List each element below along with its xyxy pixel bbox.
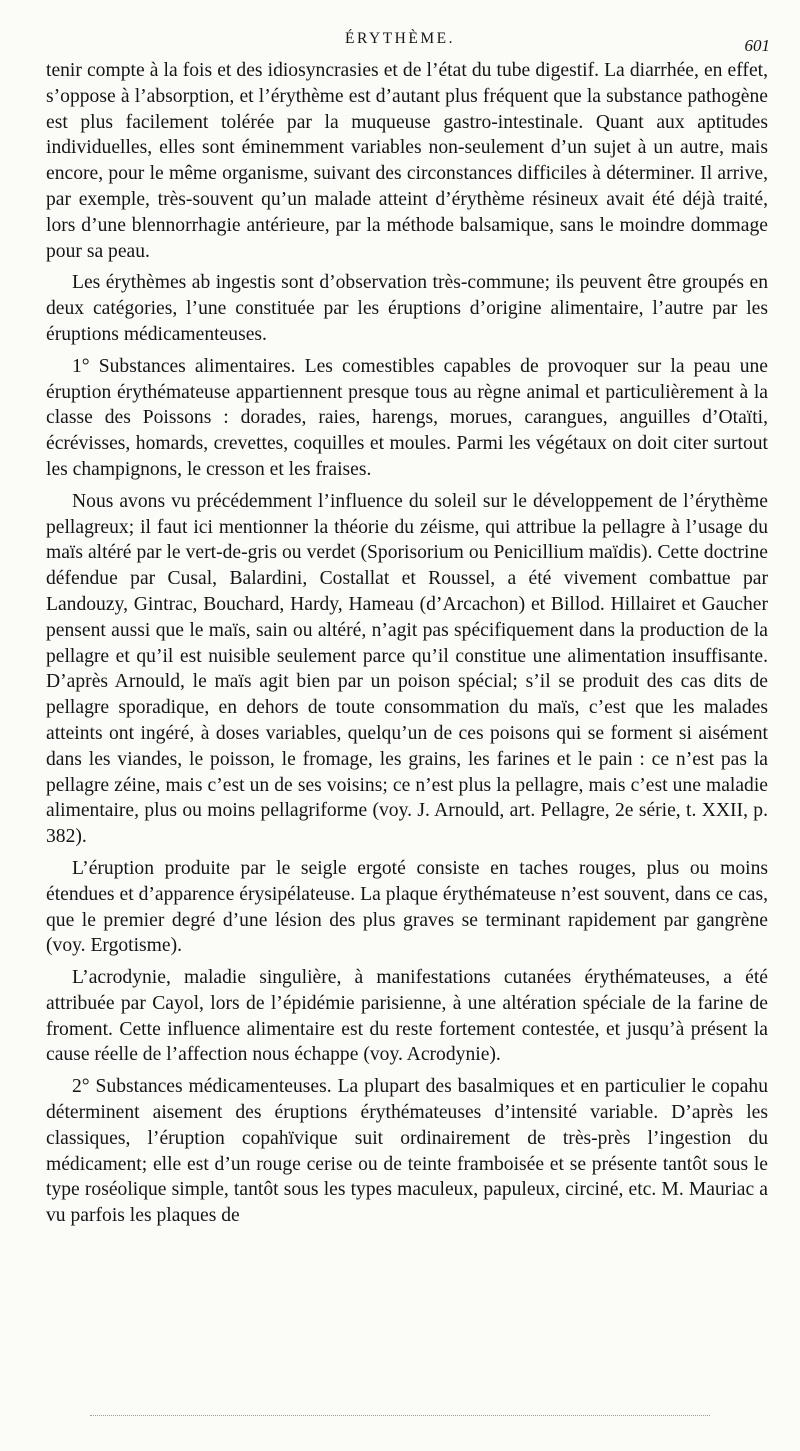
paragraph: tenir compte à la fois et des idiosyncrasies et de l’état du tube digestif. La diarrhée, en effet, s’oppose à l’absorption, et l’érythème est d’autant plus fréquent que la substance pathogène est plus facilement tolérée par la muqueuse gastro-intestinale. Quant aux aptitudes individuelles, elles sont éminemment variables non-seulement d’un sujet à un autre, mais encore, pour le même organisme, suivant des circonstances difficiles à déterminer. Il arrive, par exemple, très-souvent qu’un malade atteint d’érythème résineux avait été déjà traité, lors d’une blennorrhagie antérieure, par la méthode balsamique, sans le moindre dommage pour sa peau. bbox=[46, 60, 768, 262]
paragraph: Nous avons vu précédemment l’influence du soleil sur le développement de l’érythème pellagreux; il faut ici mentionner la théorie du zéisme, qui attribue la pellagre à l’usage du maïs altéré par le vert-de-gris ou verdet (Sporisorium ou Penicillium maïdis). Cette doctrine défendue par Cusal, Balardini, Costallat et Roussel, a été vivement combattue par Landouzy, Gintrac, Bouchard, Hardy, Hameau (d’Arcachon) et Billod. Hillairet et Gaucher pensent aussi que le maïs, sain ou altéré, n’agit pas spécifiquement dans la production de la pellagre et qu’il est nuisible seulement parce qu’il constitue une alimentation insuffisante. D’après Arnould, le maïs agit bien par un poison spécial; s’il se produit des cas dits de pellagre sporadique, en dehors de toute consommation du maïs, c’est que les malades atteints ont ingéré, à doses variables, quelqu’un de ces poisons qui se forment si aisément dans les viandes, le poisson, le fromage, les grains, les farines et le pain : ce n’est pas la pellagre zéine, mais c’est un de ses voisins; ce n’est plus la pellagre, mais c’est une maladie alimentaire, plus ou moins pellagriforme (voy. J. Arnould, art. Pellagre, 2e série, t. XXII, p. 382). bbox=[46, 490, 768, 848]
paragraph: L’éruption produite par le seigle ergoté consiste en taches rouges, plus ou moins étendues et d’apparence érysipélateuse. La plaque érythémateuse n’est souvent, dans ce cas, que le premier degré d’une lésion des plus graves se terminant rapidement par gangrène (voy. Ergotisme). bbox=[46, 857, 768, 957]
paragraph: Les érythèmes ab ingestis sont d’observation très-commune; ils peuvent être groupés en deux catégories, l’une constituée par les éruptions d’origine alimentaire, l’autre par les éruptions médicamenteuses. bbox=[46, 272, 768, 345]
page-number: 601 bbox=[744, 36, 770, 55]
footer-rule bbox=[90, 1415, 710, 1416]
running-title: ÉRYTHÈME. bbox=[345, 30, 455, 47]
paragraph: 1° Substances alimentaires. Les comestibles capables de provoquer sur la peau une éruption érythémateuse appartiennent presque tous au règne animal et particulièrement à la classe des Poissons : dorades, raies, harengs, morues, carangues, anguilles d’Otaïti, écrévisses, homards, crevettes, coquilles et moules. Parmi les végétaux on doit citer surtout les champignons, le cresson et les fraises. bbox=[46, 355, 768, 480]
page-header bbox=[0, 30, 800, 54]
paragraph: 2° Substances médicamenteuses. La plupart des basalmiques et en particulier le copahu déterminent aisement des éruptions érythémateuses d’intensité variable. D’après les classiques, l’éruption copahïvique suit ordinairement de très-près l’ingestion du médicament; elle est d’un rouge cerise ou de teinte framboisée et se présente tantôt sous le type roséolique simple, tantôt sous les types maculeux, papuleux, circiné, etc. M. Mauriac a vu parfois les plaques de bbox=[46, 1076, 768, 1227]
body-text bbox=[46, 58, 768, 1235]
paragraph: L’acrodynie, maladie singulière, à manifestations cutanées érythémateuses, a été attribuée par Cayol, lors de l’épidémie parisienne, à une altération spéciale de la farine de froment. Cette influence alimentaire est du reste fortement contestée, et jusqu’à présent la cause réelle de l’affection nous échappe (voy. Acrodynie). bbox=[46, 967, 768, 1066]
